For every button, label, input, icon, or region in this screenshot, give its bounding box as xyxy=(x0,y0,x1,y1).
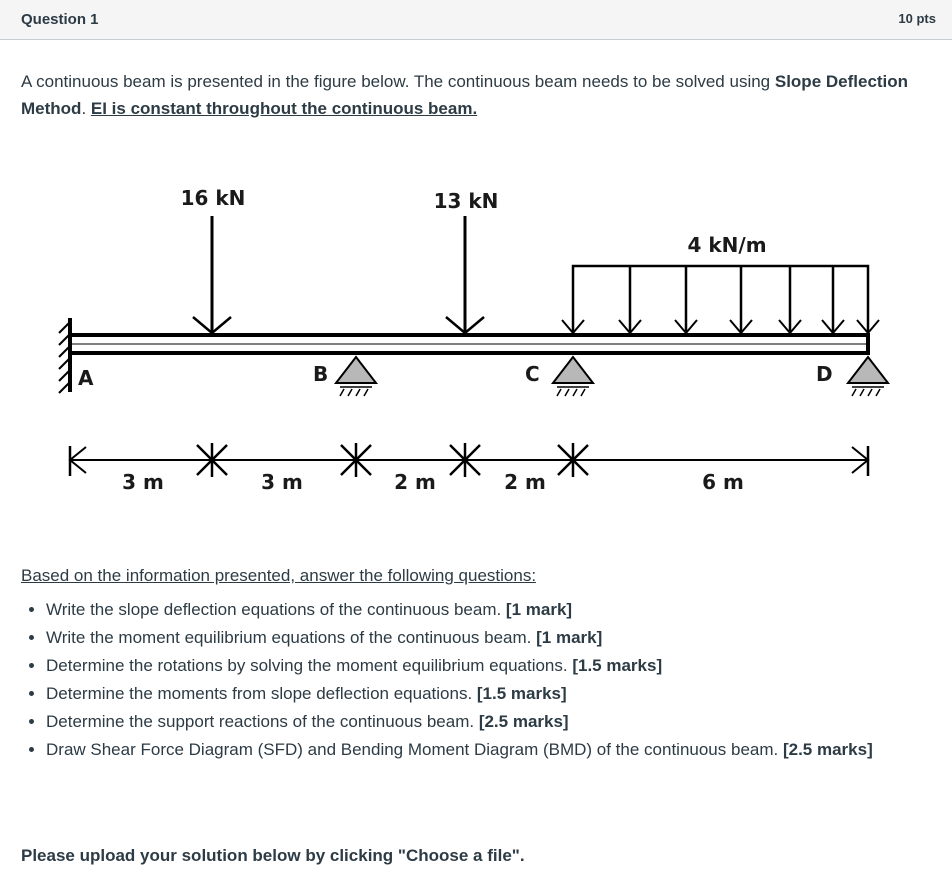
question-text: Determine the moments from slope deflection equations. xyxy=(46,684,477,703)
support-label-a: A xyxy=(78,366,94,390)
intro-ei-note: EI is constant throughout the continuous beam. xyxy=(90,99,478,118)
support-label-b: B xyxy=(313,362,329,386)
load-label-udl: 4 kN/m xyxy=(687,233,767,257)
span-label-3: 2 m xyxy=(394,470,436,494)
pin-support-b xyxy=(336,357,376,396)
pin-support-c xyxy=(553,357,593,396)
span-label-5: 6 m xyxy=(702,470,744,494)
question-marks: [1 mark] xyxy=(536,628,603,647)
point-load-13kn xyxy=(446,216,484,333)
questions-lead: Based on the information presented, answer the following questions: xyxy=(21,566,537,585)
intro-text: A continuous beam is presented in the figure below. The continuous beam needs to be solved using xyxy=(21,72,775,91)
load-label-13kn: 13 kN xyxy=(433,189,499,213)
question-text: Determine the rotations by solving the moment equilibrium equations. xyxy=(46,656,573,675)
question-points: 10 pts xyxy=(898,11,936,26)
list-item xyxy=(46,708,911,736)
distributed-load xyxy=(562,266,879,333)
question-intro xyxy=(21,68,926,122)
pin-support-d xyxy=(848,357,888,396)
span-label-1: 3 m xyxy=(122,470,164,494)
load-label-16kn: 16 kN xyxy=(180,186,246,210)
question-text: Draw Shear Force Diagram (SFD) and Bending Moment Diagram (BMD) of the continuous beam. xyxy=(46,740,783,759)
point-load-16kn xyxy=(193,216,231,333)
support-label-c: C xyxy=(525,362,540,386)
upload-instruction: Please upload your solution below by clicking "Choose a file". xyxy=(21,846,525,865)
list-item xyxy=(46,680,911,708)
question-title: Question 1 xyxy=(21,11,99,28)
list-item xyxy=(46,652,911,680)
span-label-2: 3 m xyxy=(261,470,303,494)
list-item xyxy=(46,596,911,624)
intro-separator: . xyxy=(81,99,91,118)
question-marks: [2.5 marks] xyxy=(782,740,873,759)
intro-method: Slope Deflection Method xyxy=(21,72,909,118)
question-marks: [1.5 marks] xyxy=(572,656,663,675)
list-item xyxy=(46,624,911,652)
beam-figure xyxy=(0,150,952,510)
question-text: Determine the support reactions of the continuous beam. xyxy=(46,712,479,731)
question-marks: [1.5 marks] xyxy=(476,684,567,703)
beam xyxy=(70,335,868,353)
dimension-line xyxy=(70,446,868,476)
list-item xyxy=(46,736,911,764)
question-text: Write the slope deflection equations of the continuous beam. xyxy=(46,600,506,619)
fixed-support-a xyxy=(59,318,70,393)
question-text: Write the moment equilibrium equations of the continuous beam. xyxy=(46,628,537,647)
question-list xyxy=(21,596,911,764)
question-marks: [2.5 marks] xyxy=(478,712,569,731)
support-label-d: D xyxy=(816,362,833,386)
question-marks: [1 mark] xyxy=(505,600,573,619)
span-label-4: 2 m xyxy=(504,470,546,494)
question-header xyxy=(0,0,952,40)
